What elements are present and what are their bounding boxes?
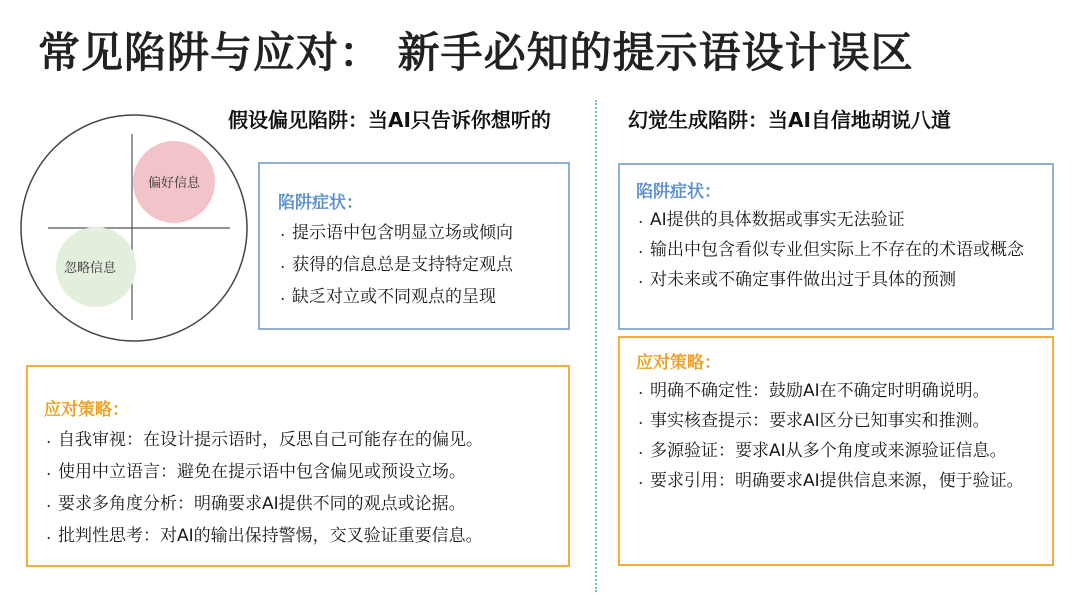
left-symptoms-list	[278, 221, 548, 309]
preferred-info-label: 偏好信息	[147, 176, 201, 191]
right-symptoms-box	[618, 163, 1054, 330]
left-strategy-list	[44, 428, 552, 548]
list-item: . 自我审视：在设计提示语时，反思自己可能存在的偏见。	[44, 428, 552, 452]
list-item: . 多源验证：要求AI从多个角度或来源验证信息。	[636, 439, 1038, 463]
list-item: . 对未来或不确定事件做出过于具体的预测	[636, 268, 1038, 292]
list-item: . 获得的信息总是支持特定观点	[278, 253, 548, 277]
right-symptoms-list	[636, 208, 1038, 292]
list-item: . AI提供的具体数据或事实无法验证	[636, 208, 1038, 232]
center-divider	[595, 100, 597, 592]
list-item: . 要求引用：明确要求AI提供信息来源，便于验证。	[636, 469, 1038, 493]
left-section-heading: 假设偏见陷阱：当AI只告诉你想听的	[228, 108, 551, 132]
list-item: . 批判性思考：对AI的输出保持警惕，交叉验证重要信息。	[44, 524, 552, 548]
list-item: . 提示语中包含明显立场或倾向	[278, 221, 548, 245]
bias-quadrant-diagram	[18, 112, 250, 344]
list-item: . 要求多角度分析：明确要求AI提供不同的观点或论据。	[44, 492, 552, 516]
left-strategy-heading: 应对策略：	[44, 400, 129, 420]
right-section-heading: 幻觉生成陷阱：当AI自信地胡说八道	[628, 108, 951, 132]
ignored-info-label: 忽略信息	[63, 261, 117, 276]
left-symptoms-box	[258, 162, 570, 330]
right-symptoms-heading: 陷阱症状：	[636, 182, 721, 202]
list-item: . 缺乏对立或不同观点的呈现	[278, 285, 548, 309]
list-item: . 使用中立语言：避免在提示语中包含偏见或预设立场。	[44, 460, 552, 484]
list-item: . 输出中包含看似专业但实际上不存在的术语或概念	[636, 238, 1038, 262]
right-strategy-list	[636, 379, 1038, 493]
list-item: . 事实核查提示：要求AI区分已知事实和推测。	[636, 409, 1038, 433]
left-symptoms-heading: 陷阱症状：	[278, 193, 363, 213]
page-title: 常见陷阱与应对： 新手必知的提示语设计误区	[38, 28, 914, 77]
right-strategy-box	[618, 336, 1054, 566]
left-strategy-box	[26, 365, 570, 567]
list-item: . 明确不确定性：鼓励AI在不确定时明确说明。	[636, 379, 1038, 403]
right-strategy-heading: 应对策略：	[636, 353, 721, 373]
